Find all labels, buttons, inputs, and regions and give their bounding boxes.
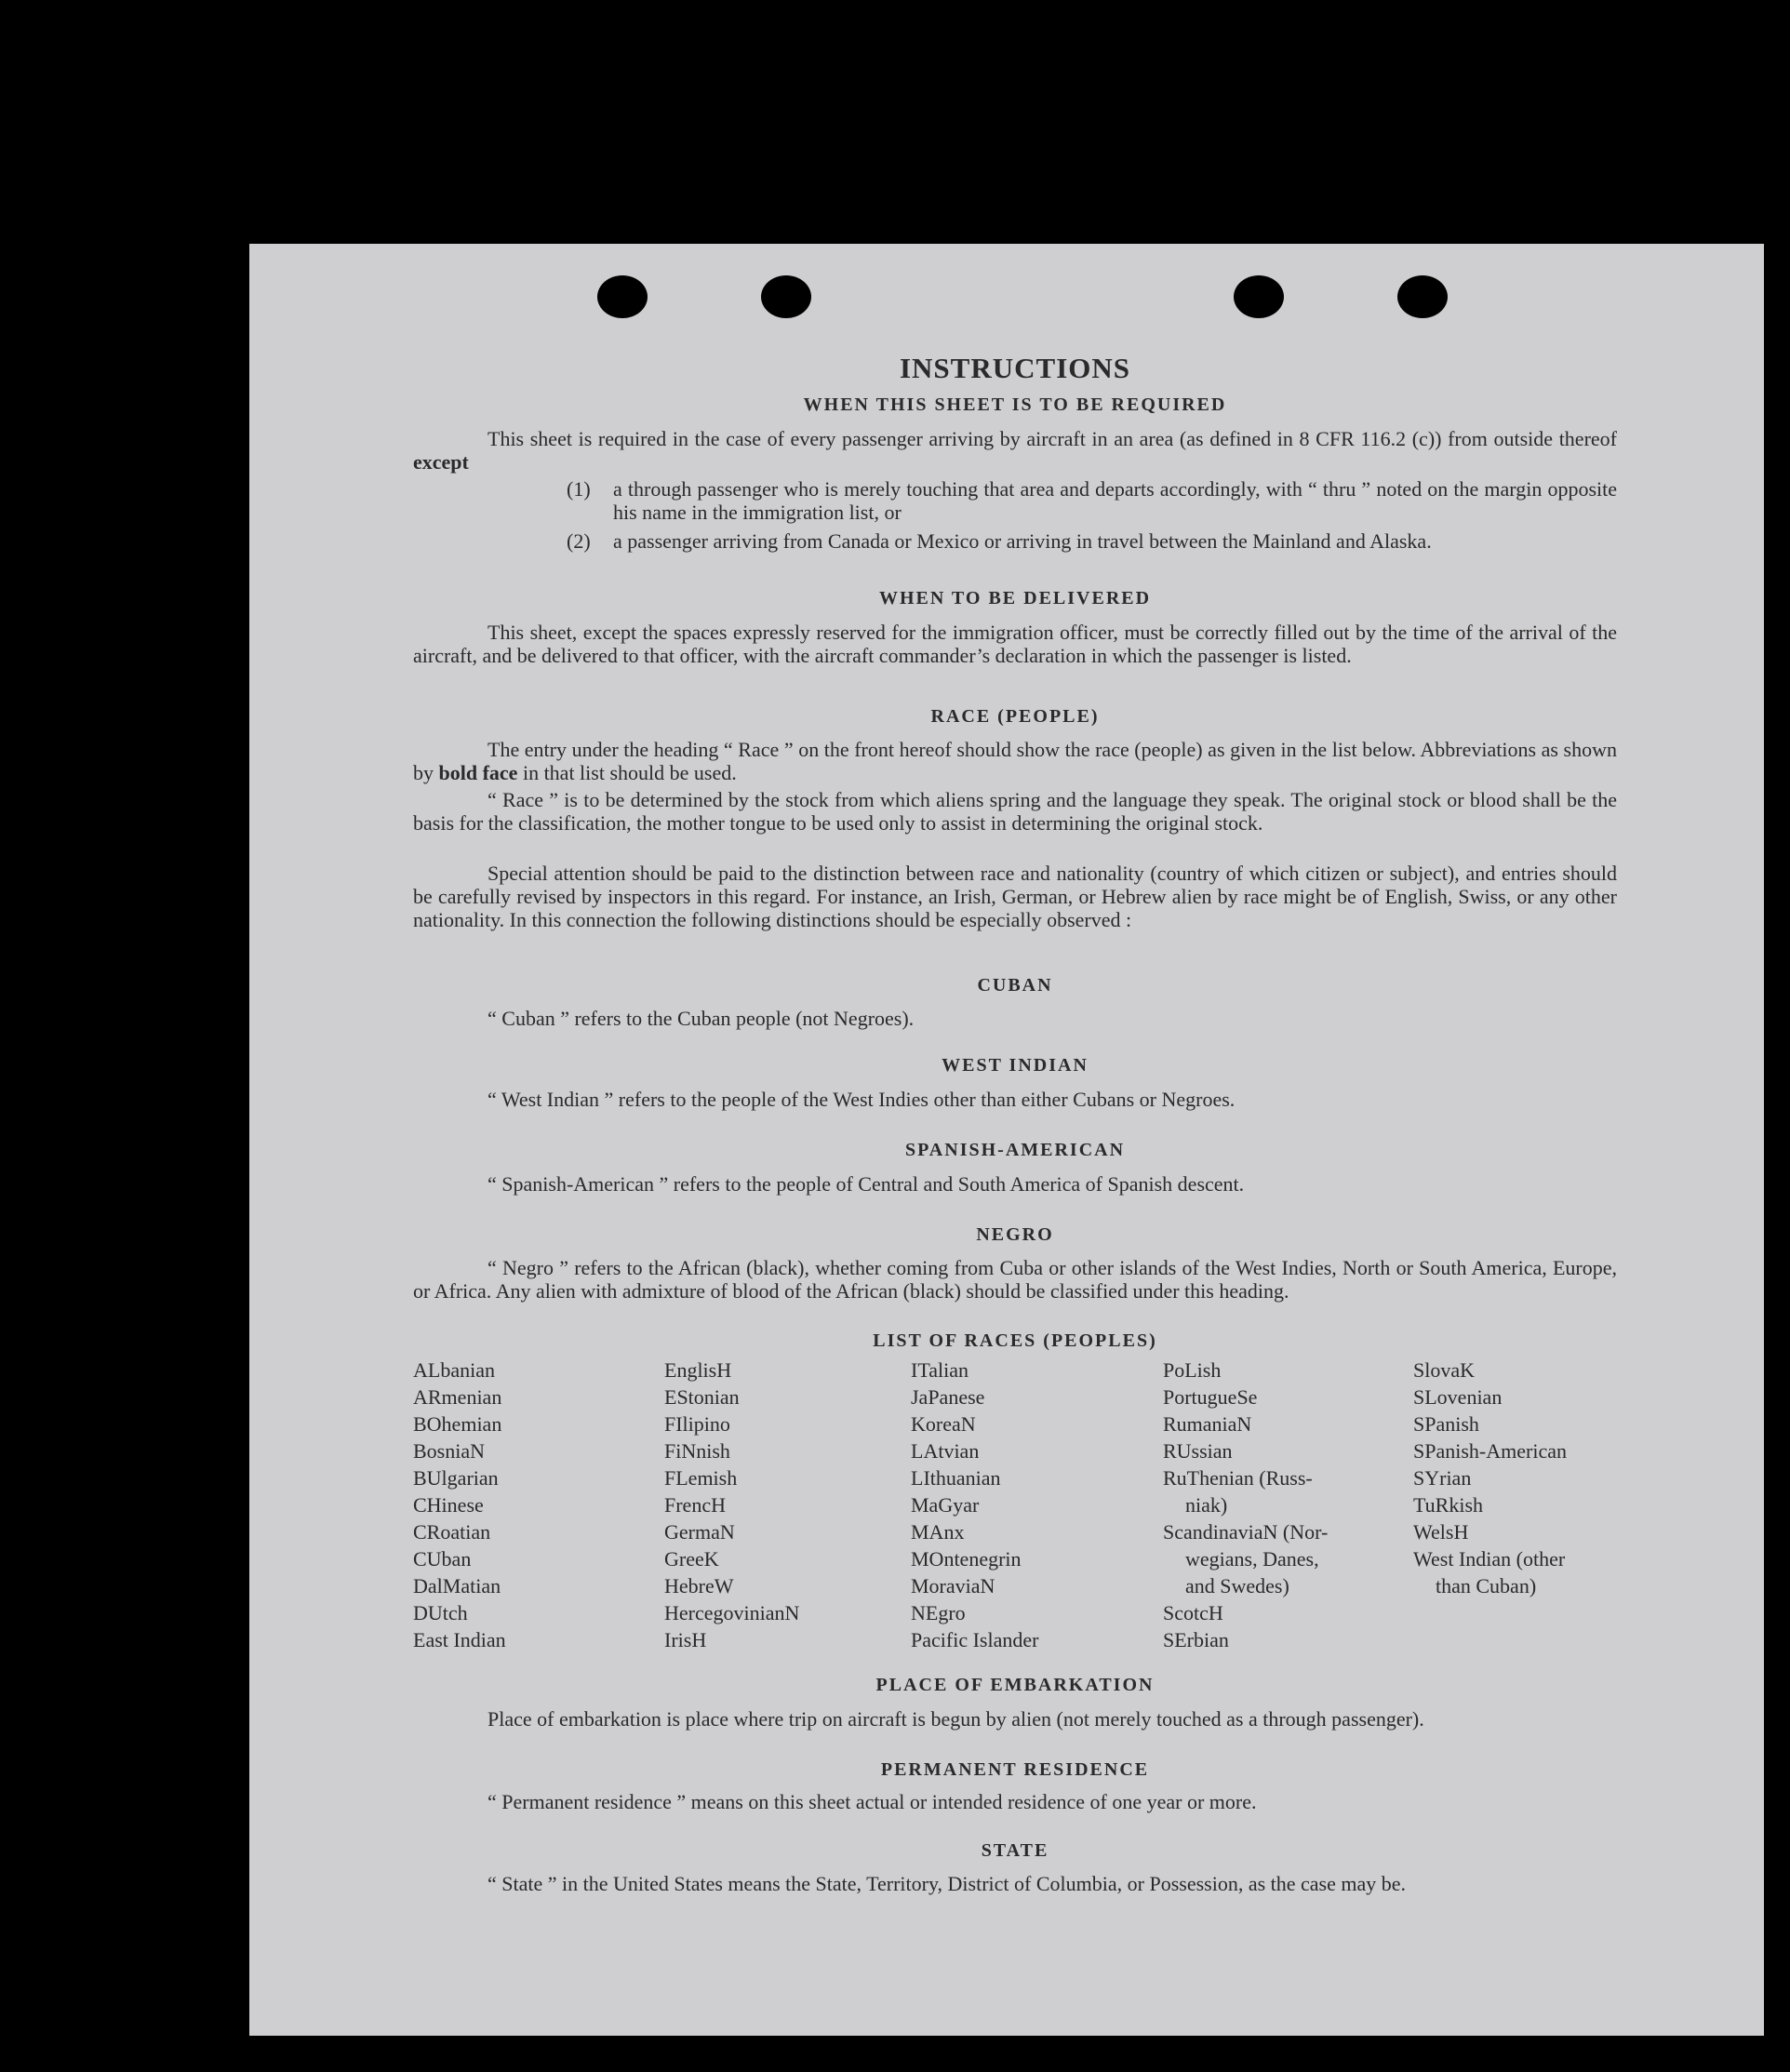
race-item: LIthuanian: [911, 1466, 1001, 1490]
heading-list-of-races: LIST OF RACES (PEOPLES): [873, 1330, 1157, 1351]
race-item: CRoatian: [413, 1520, 491, 1544]
race-item: FIlipino: [664, 1412, 730, 1436]
heading-west-indian: WEST INDIAN: [942, 1055, 1089, 1076]
cuban-text: “ Cuban ” refers to the Cuban people (not Negroes).: [488, 1007, 915, 1030]
west-indian-text: “ West Indian ” refers to the people of the West Indies other than either Cubans or Negroes.: [488, 1088, 1236, 1111]
heading-cuban: CUBAN: [977, 975, 1053, 996]
race-item: SPanish: [1413, 1412, 1479, 1436]
race-item: BosniaN: [413, 1439, 485, 1463]
race-item: FiNnish: [664, 1439, 730, 1463]
race-item: BUlgarian: [413, 1466, 499, 1490]
race-column-2: [664, 1357, 799, 1653]
race-item: SPanish-American: [1413, 1439, 1567, 1463]
race-item: FrencH: [664, 1493, 726, 1517]
race-item: EnglisH: [664, 1358, 732, 1382]
race-item: PoLish: [1163, 1358, 1222, 1382]
when-required-intro: This sheet is required in the case of every passenger arriving by aircraft in an area (as defined in 8 CFR 116.2 (c)) from outside thereof except: [413, 427, 1617, 474]
heading-race: RACE (PEOPLE): [930, 706, 1100, 727]
race-paragraph-1: The entry under the heading “ Race ” on the front hereof should show the race (people) as given in the list below. Abbreviations as shown by bold face in that list should be used.: [413, 738, 1617, 784]
list-item: (1) a through passenger who is merely touching that area and departs accordingly, with “ thru ” noted on the margin opposite his name in the immigration list, or: [567, 477, 1617, 524]
race-item: PortugueSe: [1163, 1385, 1258, 1409]
race-item: GreeK: [664, 1547, 719, 1571]
race-item: West Indian (other: [1413, 1547, 1566, 1571]
race-item: niak): [1185, 1493, 1228, 1517]
negro-text: “ Negro ” refers to the African (black), whether coming from Cuba or other islands of the West Indies, North or South America, Europe, or Africa. Any alien with admixture of blood of the African (black) should be classified under this heading.: [413, 1256, 1617, 1303]
page-title: INSTRUCTIONS: [899, 352, 1130, 384]
race-item: MoraviaN: [911, 1574, 995, 1597]
race-item: SYrian: [1413, 1466, 1472, 1490]
race-item: CUban: [413, 1547, 472, 1571]
except-emphasis: except: [413, 450, 469, 474]
race-item: East Indian: [413, 1628, 506, 1651]
race-paragraph-2: “ Race ” is to be determined by the stock from which aliens spring and the language they speak. The original stock or blood shall be the basis for the classification, the mother tongue to be used only to assist in determining the original stock.: [413, 788, 1617, 835]
race-item: and Swedes): [1185, 1574, 1289, 1597]
race-item: MOntenegrin: [911, 1547, 1022, 1571]
race-item: wegians, Danes,: [1185, 1547, 1319, 1571]
race-item: MAnx: [911, 1520, 965, 1544]
race-item: WelsH: [1413, 1520, 1469, 1544]
heading-when-required: WHEN THIS SHEET IS TO BE REQUIRED: [803, 394, 1227, 415]
race-item: GermaN: [664, 1520, 735, 1544]
race-column-4: [1163, 1357, 1328, 1653]
race-item: TuRkish: [1413, 1493, 1484, 1517]
race-item: ScotcH: [1163, 1601, 1223, 1624]
race-column-3: [911, 1357, 1038, 1653]
when-delivered-text: This sheet, except the spaces expressly reserved for the immigration officer, must be correctly filled out by the time of the arrival of the aircraft, and be delivered to that officer, with the aircraft commander’s declaration in which the passenger is listed.: [413, 621, 1617, 667]
list-item: (2) a passenger arriving from Canada or Mexico or arriving in travel between the Mainland and Alaska.: [567, 529, 1432, 553]
race-paragraph-3: Special attention should be paid to the distinction between race and nationality (country of which citizen or subject), and entries should be carefully revised by inspectors in this regard. For instance, an Irish, German, or Hebrew alien by race might be of English, Swiss, or any other nationality. In this connection the following distinctions should be especially observed :: [413, 862, 1617, 931]
race-item: MaGyar: [911, 1493, 980, 1517]
race-item: IrisH: [664, 1628, 707, 1651]
punch-hole: [761, 275, 811, 318]
race-item: LAtvian: [911, 1439, 980, 1463]
punch-hole: [1234, 275, 1284, 318]
race-item: KoreaN: [911, 1412, 976, 1436]
race-item: HercegovinianN: [664, 1601, 800, 1624]
race-column-5: [1413, 1357, 1567, 1599]
heading-state: STATE: [981, 1840, 1049, 1861]
race-item: ITalian: [911, 1358, 968, 1382]
embarkation-text: Place of embarkation is place where trip on aircraft is begun by alien (not merely touched as a through passenger).: [488, 1707, 1424, 1731]
race-item: than Cuban): [1436, 1574, 1537, 1597]
race-item: SErbian: [1163, 1628, 1229, 1651]
race-item: EStonian: [664, 1385, 740, 1409]
race-item: ScandinaviaN (Nor-: [1163, 1520, 1329, 1544]
race-item: ALbanian: [413, 1358, 495, 1382]
heading-permanent-residence: PERMANENT RESIDENCE: [880, 1759, 1150, 1780]
race-item: RumaniaN: [1163, 1412, 1252, 1436]
punch-hole: [597, 275, 648, 318]
heading-negro: NEGRO: [976, 1224, 1054, 1245]
heading-when-delivered: WHEN TO BE DELIVERED: [878, 588, 1152, 608]
race-item: BOhemian: [413, 1412, 502, 1436]
race-item: SLovenian: [1413, 1385, 1503, 1409]
instruction-sheet: [249, 244, 1764, 2036]
race-item: SlovaK: [1413, 1358, 1475, 1382]
race-item: RuThenian (Russ-: [1163, 1466, 1313, 1490]
race-item: CHinese: [413, 1493, 484, 1517]
race-item: Pacific Islander: [911, 1628, 1039, 1651]
race-item: NEgro: [911, 1601, 966, 1624]
race-item: HebreW: [664, 1574, 734, 1597]
race-item: DalMatian: [413, 1574, 501, 1597]
race-column-1: [413, 1357, 506, 1653]
punch-hole: [1397, 275, 1448, 318]
state-text: “ State ” in the United States means the State, Territory, District of Columbia, or Possession, as the case may be.: [488, 1872, 1407, 1895]
spanish-american-text: “ Spanish-American ” refers to the people of Central and South America of Spanish descent.: [488, 1172, 1245, 1196]
residence-text: “ Permanent residence ” means on this sheet actual or intended residence of one year or more.: [488, 1790, 1257, 1813]
heading-spanish-american: SPANISH-AMERICAN: [904, 1140, 1126, 1160]
race-item: ARmenian: [413, 1385, 502, 1409]
race-item: DUtch: [413, 1601, 468, 1624]
heading-embarkation: PLACE OF EMBARKATION: [875, 1675, 1155, 1695]
race-item: JaPanese: [911, 1385, 985, 1409]
race-item: RUssian: [1163, 1439, 1233, 1463]
race-item: FLemish: [664, 1466, 738, 1490]
